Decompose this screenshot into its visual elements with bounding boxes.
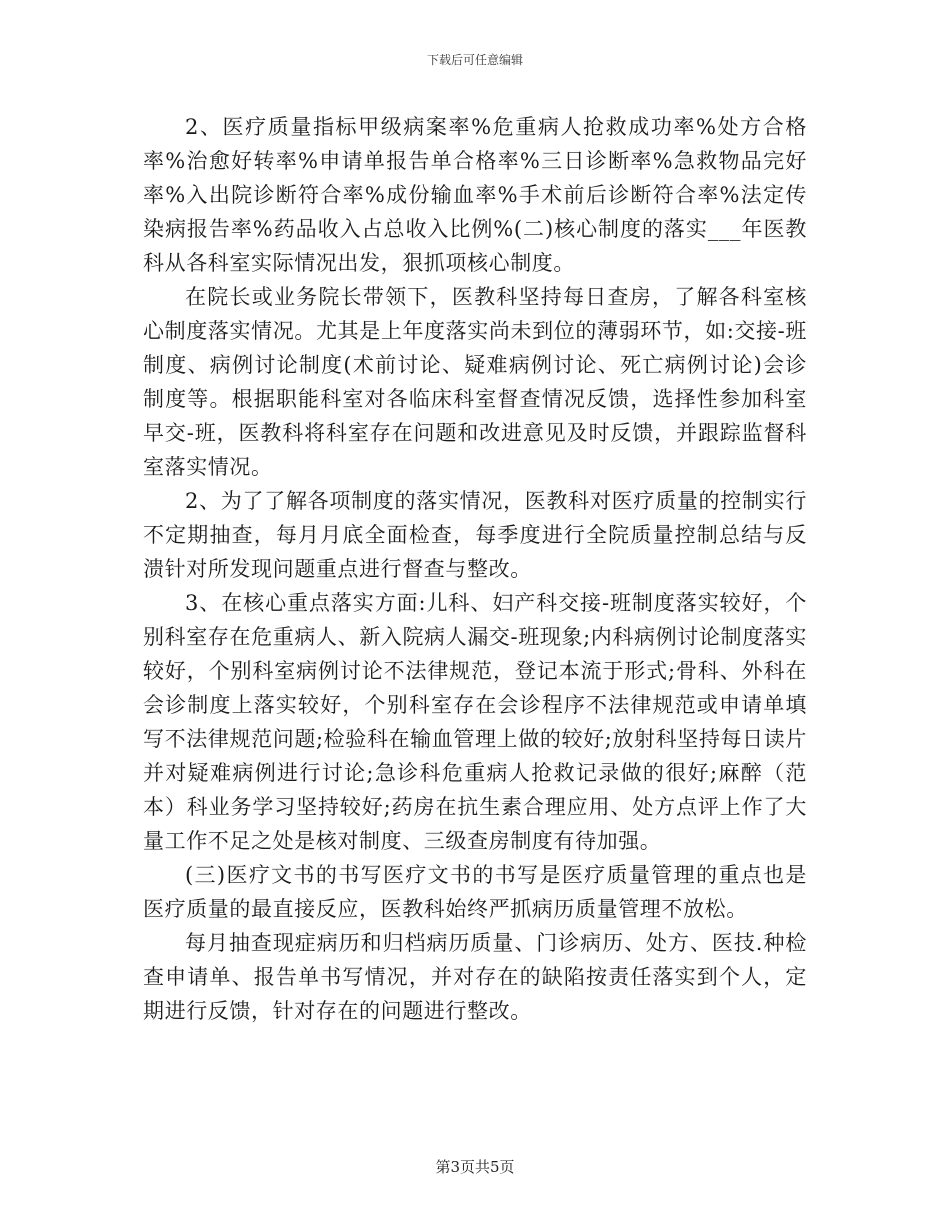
paragraph-spot-checks: 2、为了了解各项制度的落实情况，医教科对医疗质量的控制实行不定期抽查，每月月底全面检查，每季度进行全院质量控制总结与反溃针对所发现问题重点进行督查与整改。 xyxy=(143,489,807,581)
page-header: 下载后可任意编辑 xyxy=(426,53,523,67)
paragraph-core-implementation: 3、在核心重点落实方面:儿科、妇产科交接-班制度落实较好，个别科室存在危重病人、新入院病人漏交-班现象;内科病例讨论制度落实较好，个别科室病例讨论不法律规范，登记本流于形式;骨科、外科在会诊制度上落实较好，个别科室存在会诊程序不法律规范或申请单填写不法律规范问题;检验科在输血管理上做的较好;放射科坚持每日读片并对疑难病例进行讨论;急诊科危重病人抢救记录做的很好;麻醉（范本）科业务学习坚持较好;药房在抗生素合理应用、处方点评上作了大量工作不足之处是核对制度、三级查房制度有待加强。 xyxy=(143,591,807,853)
paragraph-monthly-review: 每月抽查现症病历和归档病历质量、门诊病历、处方、医技.种检查申请单、报告单书写情况，并对存在的缺陷按责任落实到个人，定期进行反馈，针对存在的问题进行整改。 xyxy=(143,931,807,1023)
page-number: 第3页共5页 xyxy=(435,1158,515,1176)
paragraph-quality-indicators: 2、医疗质量指标甲级病案率%危重病人抢救成功率%处方合格率%治愈好转率%申请单报告单合格率%三日诊断率%急救物品完好率%入出院诊断符合率%成份输血率%手术前后诊断符合率%法定传染病报告率%药品收入占总收入比例%(二)核心制度的落实___年医教科从各科室实际情况出发，狠抓项核心制度。 xyxy=(143,115,807,275)
paragraph-medical-documents: (三)医疗文书的书写医疗文书的书写是医疗质量管理的重点也是医疗质量的最直接反应，医教科始终严抓病历质量管理不放松。 xyxy=(143,863,807,921)
document-body xyxy=(143,110,807,1028)
paragraph-ward-rounds: 在院长或业务院长带领下，医教科坚持每日查房，了解各科室核心制度落实情况。尤其是上年度落实尚未到位的薄弱环节，如:交接-班制度、病例讨论制度(术前讨论、疑难病例讨论、死亡病例讨论)会诊制度等。根据职能科室对各临床科室督查情况反馈，选择性参加科室早交-班，医教科将科室存在问题和改进意见及时反馈，并跟踪监督科室落实情况。 xyxy=(143,285,807,479)
